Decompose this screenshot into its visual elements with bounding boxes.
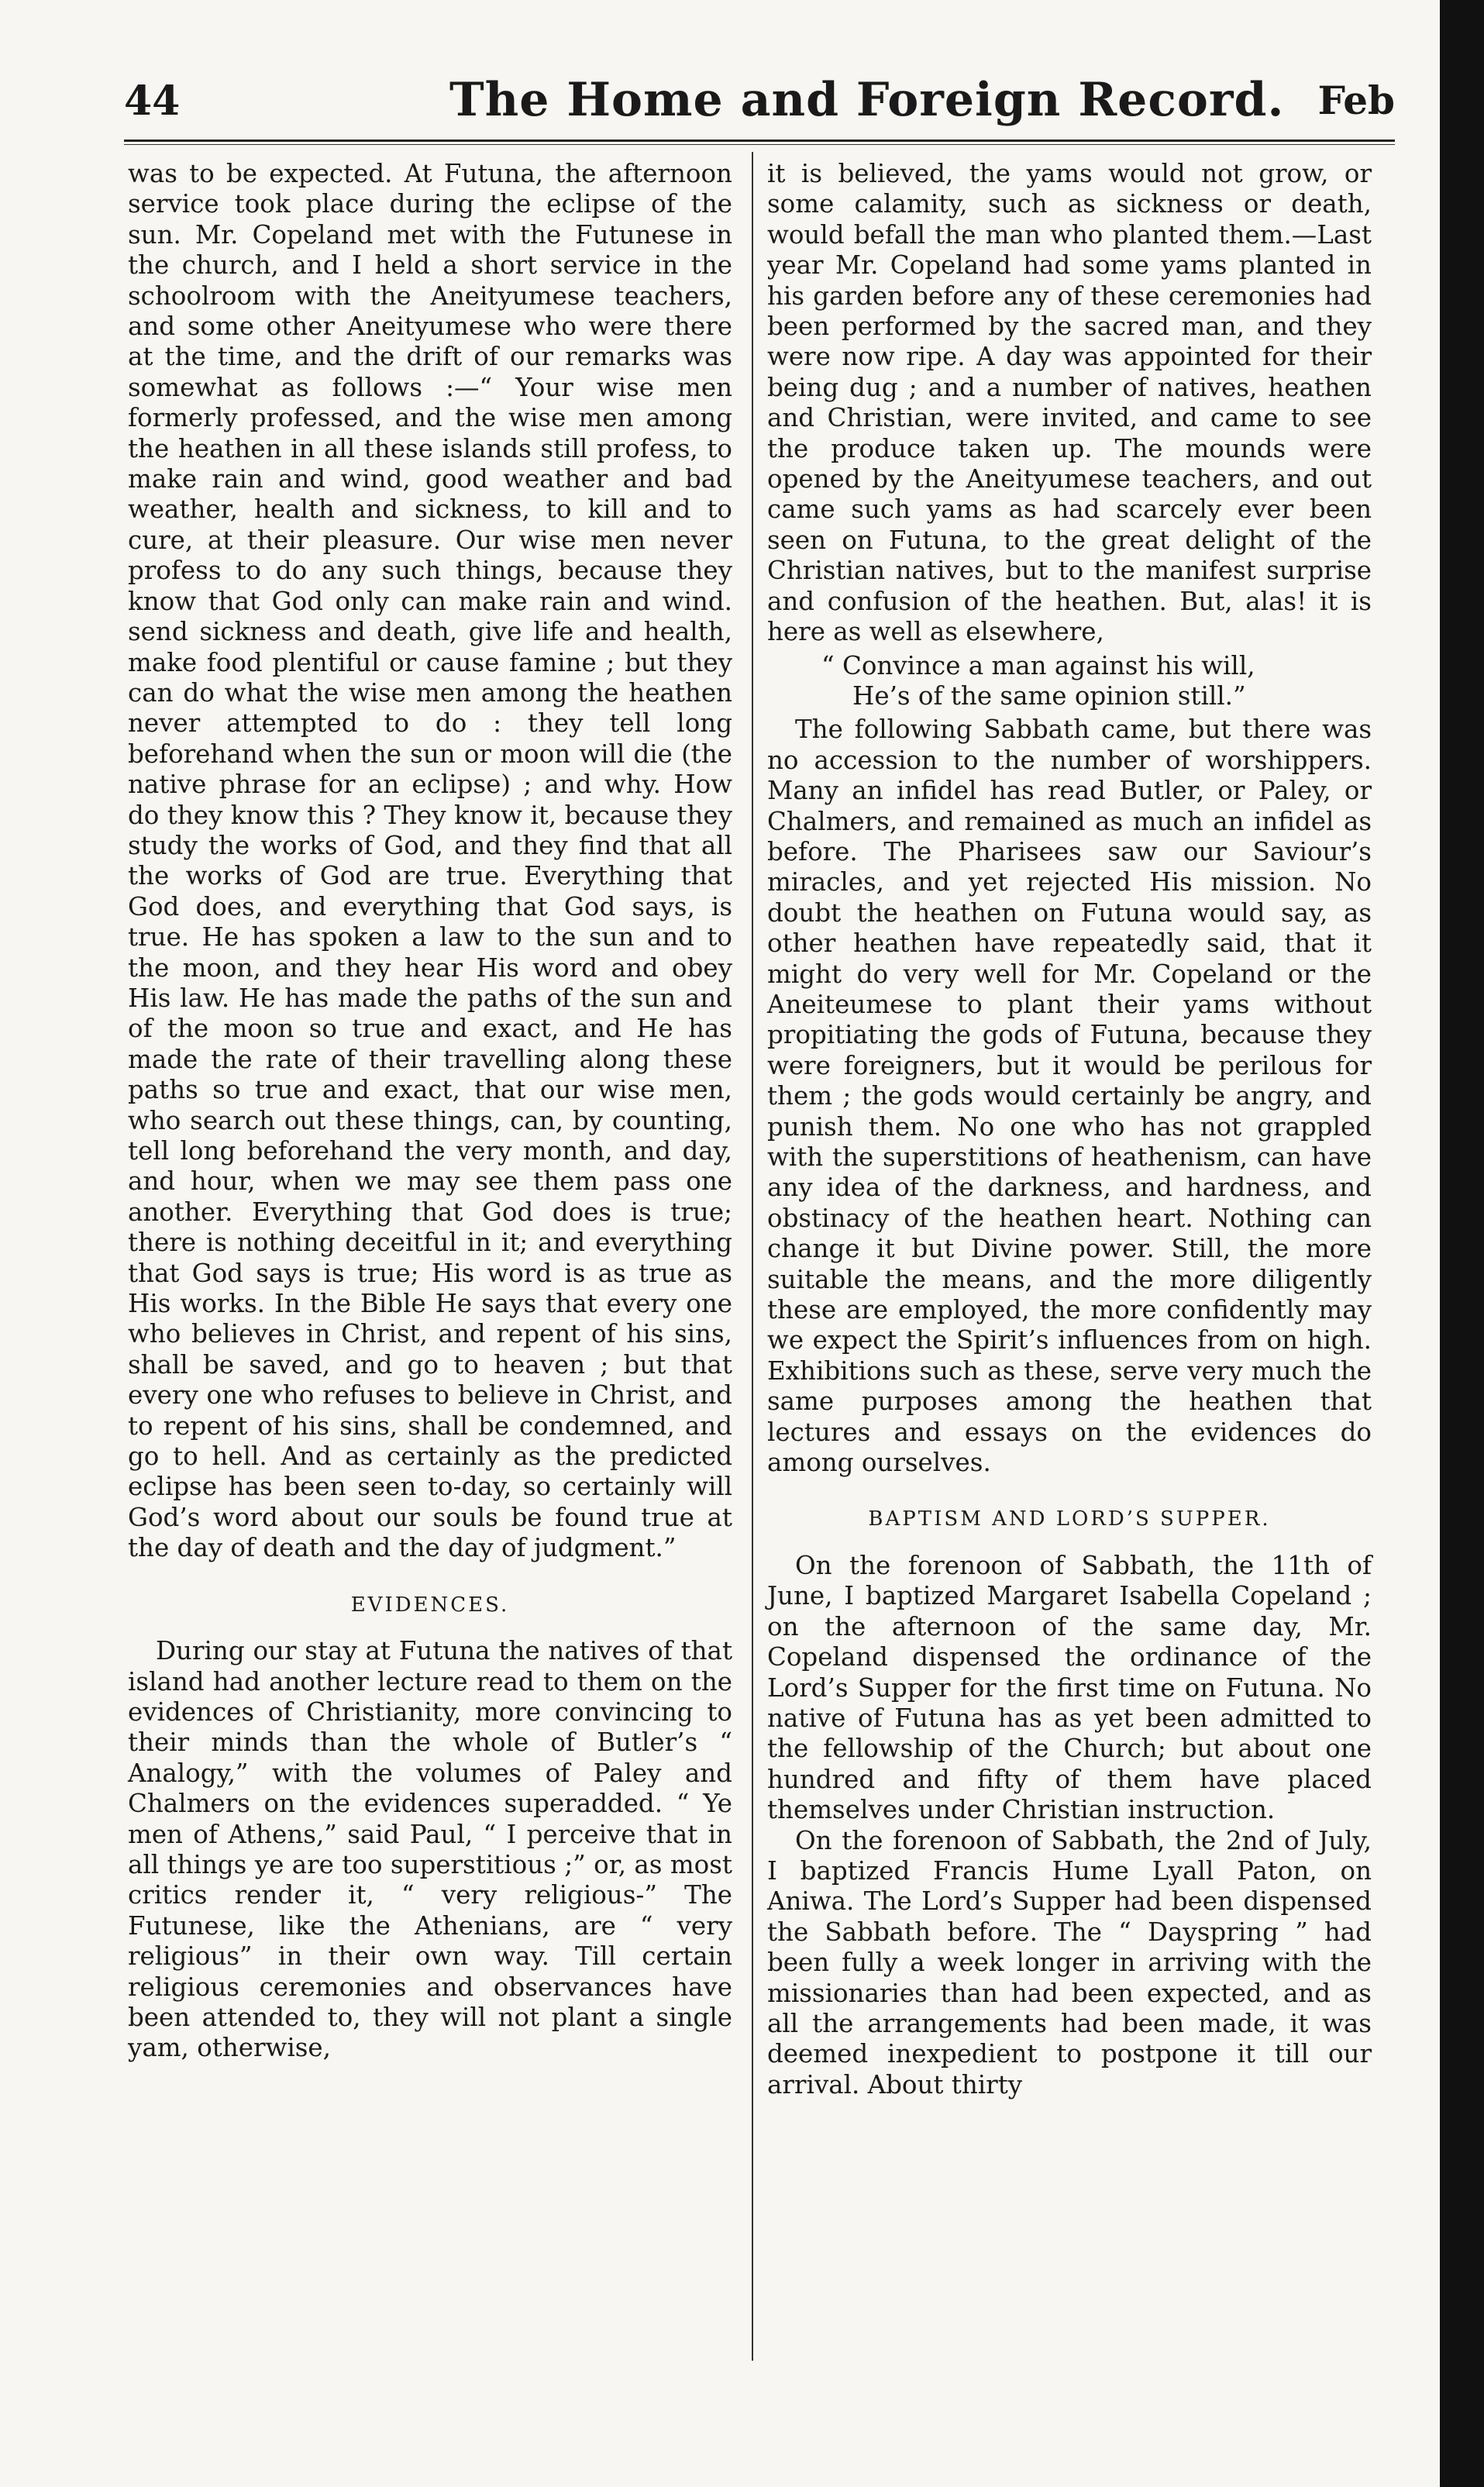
page-number: 44 <box>124 78 181 125</box>
left-column <box>128 159 732 2064</box>
header-rule-thin <box>124 144 1395 145</box>
verse-quote <box>767 651 1372 712</box>
header-rule <box>124 140 1395 142</box>
paragraph: it is believed, the yams would not grow, or some calamity, such as sickness or death, would befall the man who planted them.—Last year Mr. Copeland had some yams planted in his garden before any of these ceremonies had been performed by the sacred man, and they were now ripe. A day was appointed for their being dug ; and a number of natives, heathen and Christian, were invited, and came to see the produce taken up. The mounds were opened by the Aneityumese teachers, and out came such yams as had scarcely ever been seen on Futuna, to the great delight of the Christian natives, but to the manifest surprise and confusion of the heathen. But, alas! it is here as well as elsewhere, <box>767 159 1372 647</box>
column-divider <box>752 152 753 2361</box>
page-header <box>124 73 1395 140</box>
running-title: The Home and Foreign Record. <box>449 73 1285 127</box>
quote-line: “ Convince a man against his will, <box>821 650 1255 680</box>
paragraph: The following Sabbath came, but there was no accession to the number of worshippers. Many an infidel has read Butler, or Paley, or Chalmers, and remained as much an infidel as before. The Pharisees saw our Saviour’s miracles, and yet rejected His mission. No doubt the heathen on Futuna would say, as other heathen have repeatedly said, that it might do very well for Mr. Copeland or the Aneiteumese to plant their yams without propitiating the gods of Futuna, because they were foreigners, but it would be perilous for them ; the gods would certainly be angry, and punish them. No one who has not grappled with the superstitions of heathenism, can have any idea of the darkness, and hardness, and obstinacy of the heathen heart. Nothing can change it but Divine power. Still, the more suitable the means, and the more diligently these are employed, the more confidently may we expect the Spirit’s influences from on high. Exhibitions such as these, serve very much the same purposes among the heathen that lectures and essays on the evidences do among ourselves. <box>767 715 1372 1478</box>
right-column <box>767 159 1372 2100</box>
paragraph: On the forenoon of Sabbath, the 11th of June, I baptized Margaret Isabella Copeland ; on the afternoon of the same day, Mr. Copeland dispensed the ordinance of the Lord’s Supper for the first time on Futuna. No native of Futuna has as yet been admitted to the fellowship of the Church; but about one hundred and fifty of them have placed themselves under Christian instruction. <box>767 1550 1372 1825</box>
page-edge-shadow <box>1440 0 1484 2487</box>
paragraph: During our stay at Futuna the natives of that island had another lecture read to them on the evidences of Christianity, more convincing to their minds than the whole of Butler’s “ Analogy,” with the volumes of Paley and Chalmers on the evidences superadded. “ Ye men of Athens,” said Paul, “ I perceive that in all things ye are too superstitious ;” or, as most critics render it, “ very religious-” The Futunese, like the Athenians, are “ very religious” in their own way. Till certain religious ceremonies and observances have been attended to, they will not plant a single yam, otherwise, <box>128 1636 732 2063</box>
paragraph: was to be expected. At Futuna, the afternoon service took place during the eclipse of the sun. Mr. Copeland met with the Futunese in the church, and I held a short service in the schoolroom with the Aneityumese teachers, and some other Aneityumese who were there at the time, and the drift of our remarks was somewhat as follows :—“ Your wise men formerly professed, and the wise men among the heathen in all these islands still profess, to make rain and wind, good weather and bad weather, health and sickness, to kill and to cure, at their pleasure. Our wise men never profess to do any such things, because they know that God only can make rain and wind. send sickness and death, give life and health, make food plentiful or cause famine ; but they can do what the wise men among the heathen never attempted to do : they tell long beforehand when the sun or moon will die (the native phrase for an eclipse) ; and why. How do they know this ? They know it, because they study the works of God, and they find that all the works of God are true. Everything that God does, and everything that God says, is true. He has spoken a law to the sun and to the moon, and they hear His word and obey His law. He has made the paths of the sun and of the moon so true and exact, and He has made the rate of their travelling along these paths so true and exact, that our wise men, who search out these things, can, by counting, tell long beforehand the very month, and day, and hour, when we may see them pass one another. Everything that God does is true; there is nothing deceitful in it; and everything that God says is true; His word is as true as His works. In the Bible He says that every one who believes in Christ, and repent of his sins, shall be saved, and go to heaven ; but that every one who refuses to believe in Christ, and to repent of his sins, shall be condemned, and go to hell. And as certainly as the predicted eclipse has been seen to-day, so certainly will God’s word about our souls be found true at the day of death and the day of judgment.” <box>128 159 732 1563</box>
section-heading-evidences: EVIDENCES. <box>350 1593 510 1617</box>
paragraph: On the forenoon of Sabbath, the 2nd of July, I baptized Francis Hume Lyall Paton, on Aniwa. The Lord’s Supper had been dispensed the Sabbath before. The “ Dayspring ” had been fully a week longer in arriving with the missionaries than had been expected, and as all the arrangements had been made, it was deemed inexpedient to postpone it till our arrival. About thirty <box>767 1825 1372 2099</box>
section-heading-baptism: BAPTISM AND LORD’S SUPPER. <box>868 1507 1271 1531</box>
month-label: Feb <box>1317 78 1395 123</box>
quote-line: He’s of the same opinion still.” <box>852 680 1246 711</box>
